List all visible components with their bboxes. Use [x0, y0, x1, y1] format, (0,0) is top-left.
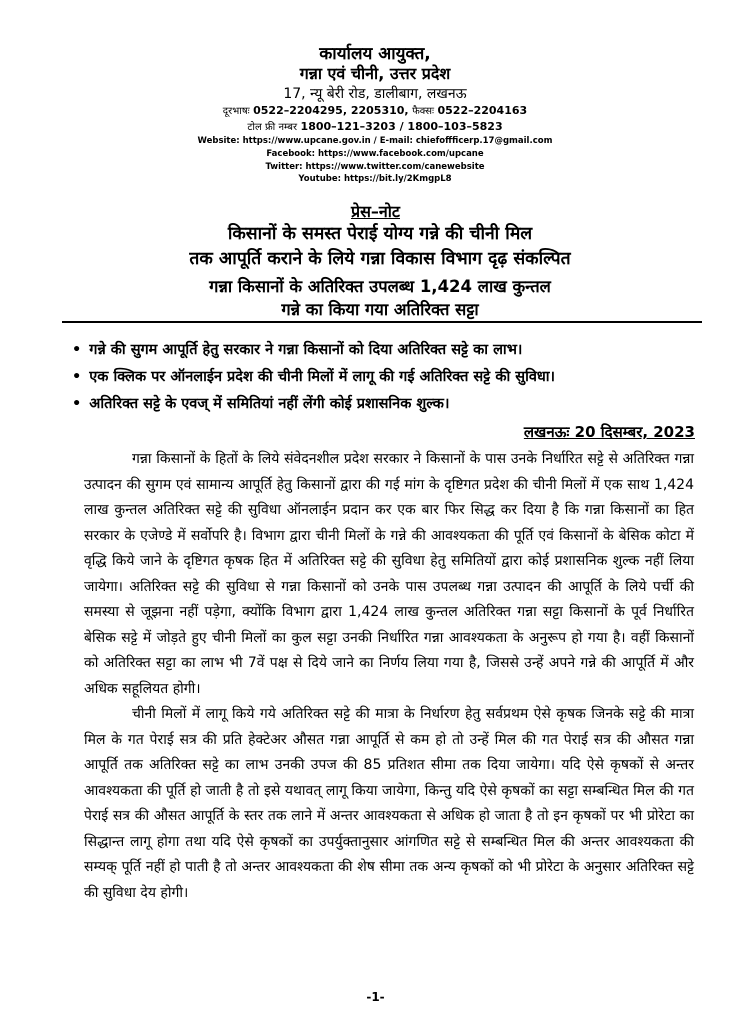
office-title: कार्यालय आयुक्त, — [319, 44, 431, 64]
press-note-body — [84, 447, 694, 906]
facebook-line: Facebook: https://www.facebook.com/upcane — [266, 149, 484, 159]
highlight-item: • अतिरिक्त सट्टे के एवज् में समितियां नहीं लेंगी कोई प्रशासनिक शुल्क। — [72, 391, 712, 418]
headline-line-2: तक आपूर्ति कराने के लिये गन्ना विकास विभाग दृढ़ संकल्पित — [189, 249, 571, 270]
letterhead — [150, 44, 600, 185]
tollfree-line — [150, 120, 600, 134]
divider — [62, 321, 702, 323]
fax-number: 0522–2204163 — [437, 104, 528, 118]
fax-label: फैक्सः — [412, 106, 434, 118]
headline — [60, 222, 700, 273]
phone-fax-line — [150, 104, 600, 118]
sub-headline — [60, 275, 700, 321]
headline-line-4: गन्ने का किया गया अतिरिक्त सट्टा — [281, 300, 479, 320]
tollfree-numbers: 1800–121–3203 / 1800–103–5823 — [300, 120, 503, 134]
body-paragraph: गन्ना किसानों के हितों के लिये संवेदनशील प्रदेश सरकार ने किसानों के पास उनके निर्धारित सट्टे से अतिरिक्त गन्ना उत्पादन की सुगम एवं सामान्य आपूर्ति हेतु किसानों द्वारा की गई मांग के दृष्टिगत प्रदेश की चीनी मिलों में एक साथ 1,424 लाख कुन्तल अतिरिक्त सट्टे की सुविधा ऑनलाईन प्रदान कर एक बार फिर सिद्ध कर दिया है कि गन्ना किसानों का हित सरकार के एजेण्डे में सर्वोपरि है। विभाग द्वारा चीनी मिलों के गन्ने की आवश्यकता की पूर्ति एवं किसानों के बेसिक कोटा में वृद्धि किये जाने के दृष्टिगत कृषक हित में अतिरिक्त सट्टे की सुविधा हेतु समितियों द्वारा कोई प्रशासनिक शुल्क नहीं लिया जायेगा। अतिरिक्त सट्टे की सुविधा से गन्ना किसानों को उनके पास उपलब्ध गन्ना उत्पादन की आपूर्ति के लिये पर्ची की समस्या से जूझना नहीं पड़ेगा, क्योंकि विभाग द्वारा 1,424 लाख कुन्तल अतिरिक्त गन्ना सट्टा किसानों के पूर्व निर्धारित बेसिक सट्टे में जोड़ते हुए चीनी मिलों का कुल सट्टा उनकी निर्धारित गन्ना आवश्यकता के अनुरूप हो गया है। वहीं किसानों को अतिरिक्त सट्टा का लाभ भी 7वें पक्ष से दिये जाने का निर्णय लिया गया है, जिससे उन्हें अपने गन्ने की आपूर्ति में और अधिक सहूलियत होगी। — [84, 451, 694, 697]
body-paragraph: चीनी मिलों में लागू किये गये अतिरिक्त सट्टे की मात्रा के निर्धारण हेतु सर्वप्रथम ऐसे कृषक जिनके सट्टे की मात्रा मिल के गत पेराई सत्र की प्रति हेक्टेअर औसत गन्ना आपूर्ति से कम हो तो उन्हें मिल की गत पेराई सत्र की औसत गन्ना आपूर्ति तक अतिरिक्त सट्टे का लाभ उनकी उपज की 85 प्रतिशत सीमा तक दिया जायेगा। यदि ऐसे कृषकों से अन्तर आवश्यकता की पूर्ति हो जाती है तो इसे यथावत् लागू किया जायेगा, किन्तु यदि ऐसे कृषकों का सट्टा सम्बन्धित मिल की गत पेराई सत्र की औसत आपूर्ति के स्तर तक लाने में अन्तर आवश्यकता से अधिक हो जाता है तो इन कृषकों पर भी प्रोरेटा का सिद्धान्त लागू होगा तथा यदि ऐसे कृषकों का उपर्युक्तानुसार आंगणित सट्टे से सम्बन्धित मिल की अन्तर आवश्यकता की सम्यक् पूर्ति नहीं हो पाती है तो अन्तर आवश्यकता की शेष सीमा तक अन्य कृषकों को भी प्रोरेटा के अनुसार अतिरिक्त सट्टे की सुविधा देय होगी। — [84, 706, 694, 901]
page-number: -1- — [366, 990, 385, 1004]
headline-line-3: गन्ना किसानों के अतिरिक्त उपलब्ध 1,424 लाख कुन्तल — [209, 277, 551, 296]
office-department: गन्ना एवं चीनी, उत्तर प्रदेश — [299, 64, 451, 84]
phone-numbers: 0522–2204295, 2205310, — [253, 104, 409, 118]
headline-line-1: किसानों के समस्त पेराई योग्य गन्ने की चीनी मिल — [227, 224, 533, 244]
phone-label: दूरभाषः — [222, 106, 250, 118]
twitter-line: Twitter: https://www.twitter.com/canewebsite — [265, 161, 485, 172]
dateline: लखनऊः 20 दिसम्बर, 2023 — [523, 423, 695, 441]
highlights-list — [72, 337, 712, 418]
press-note-heading — [0, 200, 751, 222]
highlight-item: • एक क्लिक पर ऑनलाईन प्रदेश की चीनी मिलों में लागू की गई अतिरिक्त सट्टे की सुविधा। — [72, 364, 712, 391]
website-email-line: Website: https://www.upcane.gov.in / E-mail: chiefoffficerp.17@gmail.com — [197, 136, 553, 147]
press-note-label: प्रेस–नोट — [350, 202, 400, 221]
youtube-line: Youtube: https://bit.ly/2KmgpL8 — [298, 174, 452, 185]
tollfree-label: टोल फ्री नम्बर — [247, 122, 298, 134]
highlight-item: • गन्ने की सुगम आपूर्ति हेतु सरकार ने गन्ना किसानों को दिया अतिरिक्त सट्टे का लाभ। — [72, 337, 712, 364]
office-address: 17, न्यू बेरी रोड, डालीबाग, लखनऊ — [283, 85, 467, 102]
